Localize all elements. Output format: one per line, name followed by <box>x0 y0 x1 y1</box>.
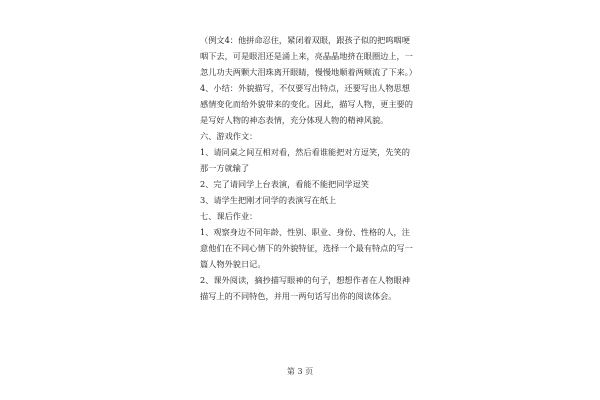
document-body <box>200 32 415 304</box>
section-heading-game-writing: 六、游戏作文： <box>200 131 258 141</box>
homework-item-1: 1、观察身边不同年龄、性别、职业、身份、性格的人，注意他们在不同心情下的外貌特征，选择一个最有特点的写一篇人物外貌日记。 <box>200 227 413 269</box>
game-step-3: 3、请学生把刚才同学的表演写在纸上 <box>200 195 337 205</box>
section-heading-homework: 七、课后作业： <box>200 211 258 221</box>
game-step-1: 1、请同桌之间互相对看，然后看谁能把对方逗笑，先笑的那一方就输了 <box>200 147 410 173</box>
summary-paragraph: 4、小结：外貌描写，不仅要写出特点，还要写出人物思想感情变化而给外貌带来的变化。因此，描写人物，更主要的是写好人物的神态表情，充分体现人物的精神风貌。 <box>200 83 413 125</box>
game-step-2: 2、完了请同学上台表演，看能不能把同学逗笑 <box>200 179 369 189</box>
example-paragraph: （例文4：他拼命忍住，紧闭着双眼，跟孩子似的把呜咽哽咽下去，可是眼泪还是涌上来，亮晶晶地挤在眼圈边上，一忽儿功夫两颗大泪珠离开眼睛，慢慢地顺着两颊流了下来。） <box>200 35 417 77</box>
page-number: 第 3 页 <box>286 367 314 376</box>
homework-item-2: 2、课外阅读，摘抄描写眼神的句子，想想作者在人物眼神描写上的不同特色，并用一两句话写出你的阅读体会。 <box>200 275 410 301</box>
